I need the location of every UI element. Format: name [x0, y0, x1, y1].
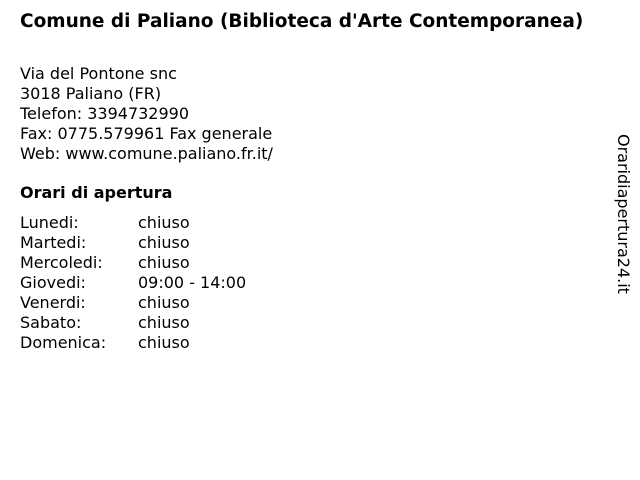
- web-line: Web: www.comune.paliano.fr.it/: [20, 144, 273, 163]
- day-hours: chiuso: [138, 313, 190, 332]
- fax-line: Fax: 0775.579961 Fax generale: [20, 124, 273, 143]
- postal-city: 3018 Paliano (FR): [20, 84, 162, 103]
- hours-row-wednesday: [20, 253, 246, 273]
- hours-heading: Orari di apertura: [20, 183, 173, 202]
- day-label: Martedi:: [20, 233, 87, 252]
- street-address: Via del Pontone snc: [20, 64, 177, 83]
- day-hours: chiuso: [138, 293, 190, 312]
- day-label: Domenica:: [20, 333, 107, 352]
- hours-row-tuesday: [20, 233, 246, 253]
- address-block: [20, 64, 273, 164]
- day-hours: chiuso: [138, 333, 190, 352]
- day-hours: chiuso: [138, 213, 190, 232]
- opening-hours-table: [20, 213, 246, 353]
- site-watermark: Oraridiapertura24.it: [614, 134, 633, 294]
- day-hours: chiuso: [138, 233, 190, 252]
- day-label: Giovedi:: [20, 273, 86, 292]
- hours-row-friday: [20, 293, 246, 313]
- hours-row-monday: [20, 213, 246, 233]
- phone-line: Telefon: 3394732990: [20, 104, 190, 123]
- day-hours: 09:00 - 14:00: [138, 273, 247, 292]
- hours-row-thursday: [20, 273, 246, 293]
- day-label: Venerdi:: [20, 293, 86, 312]
- day-label: Lunedi:: [20, 213, 79, 232]
- day-label: Mercoledi:: [20, 253, 103, 272]
- hours-row-saturday: [20, 313, 246, 333]
- day-hours: chiuso: [138, 253, 190, 272]
- listing-title: Comune di Paliano (Biblioteca d'Arte Contemporanea): [20, 11, 584, 32]
- hours-row-sunday: [20, 333, 246, 353]
- day-label: Sabato:: [20, 313, 82, 332]
